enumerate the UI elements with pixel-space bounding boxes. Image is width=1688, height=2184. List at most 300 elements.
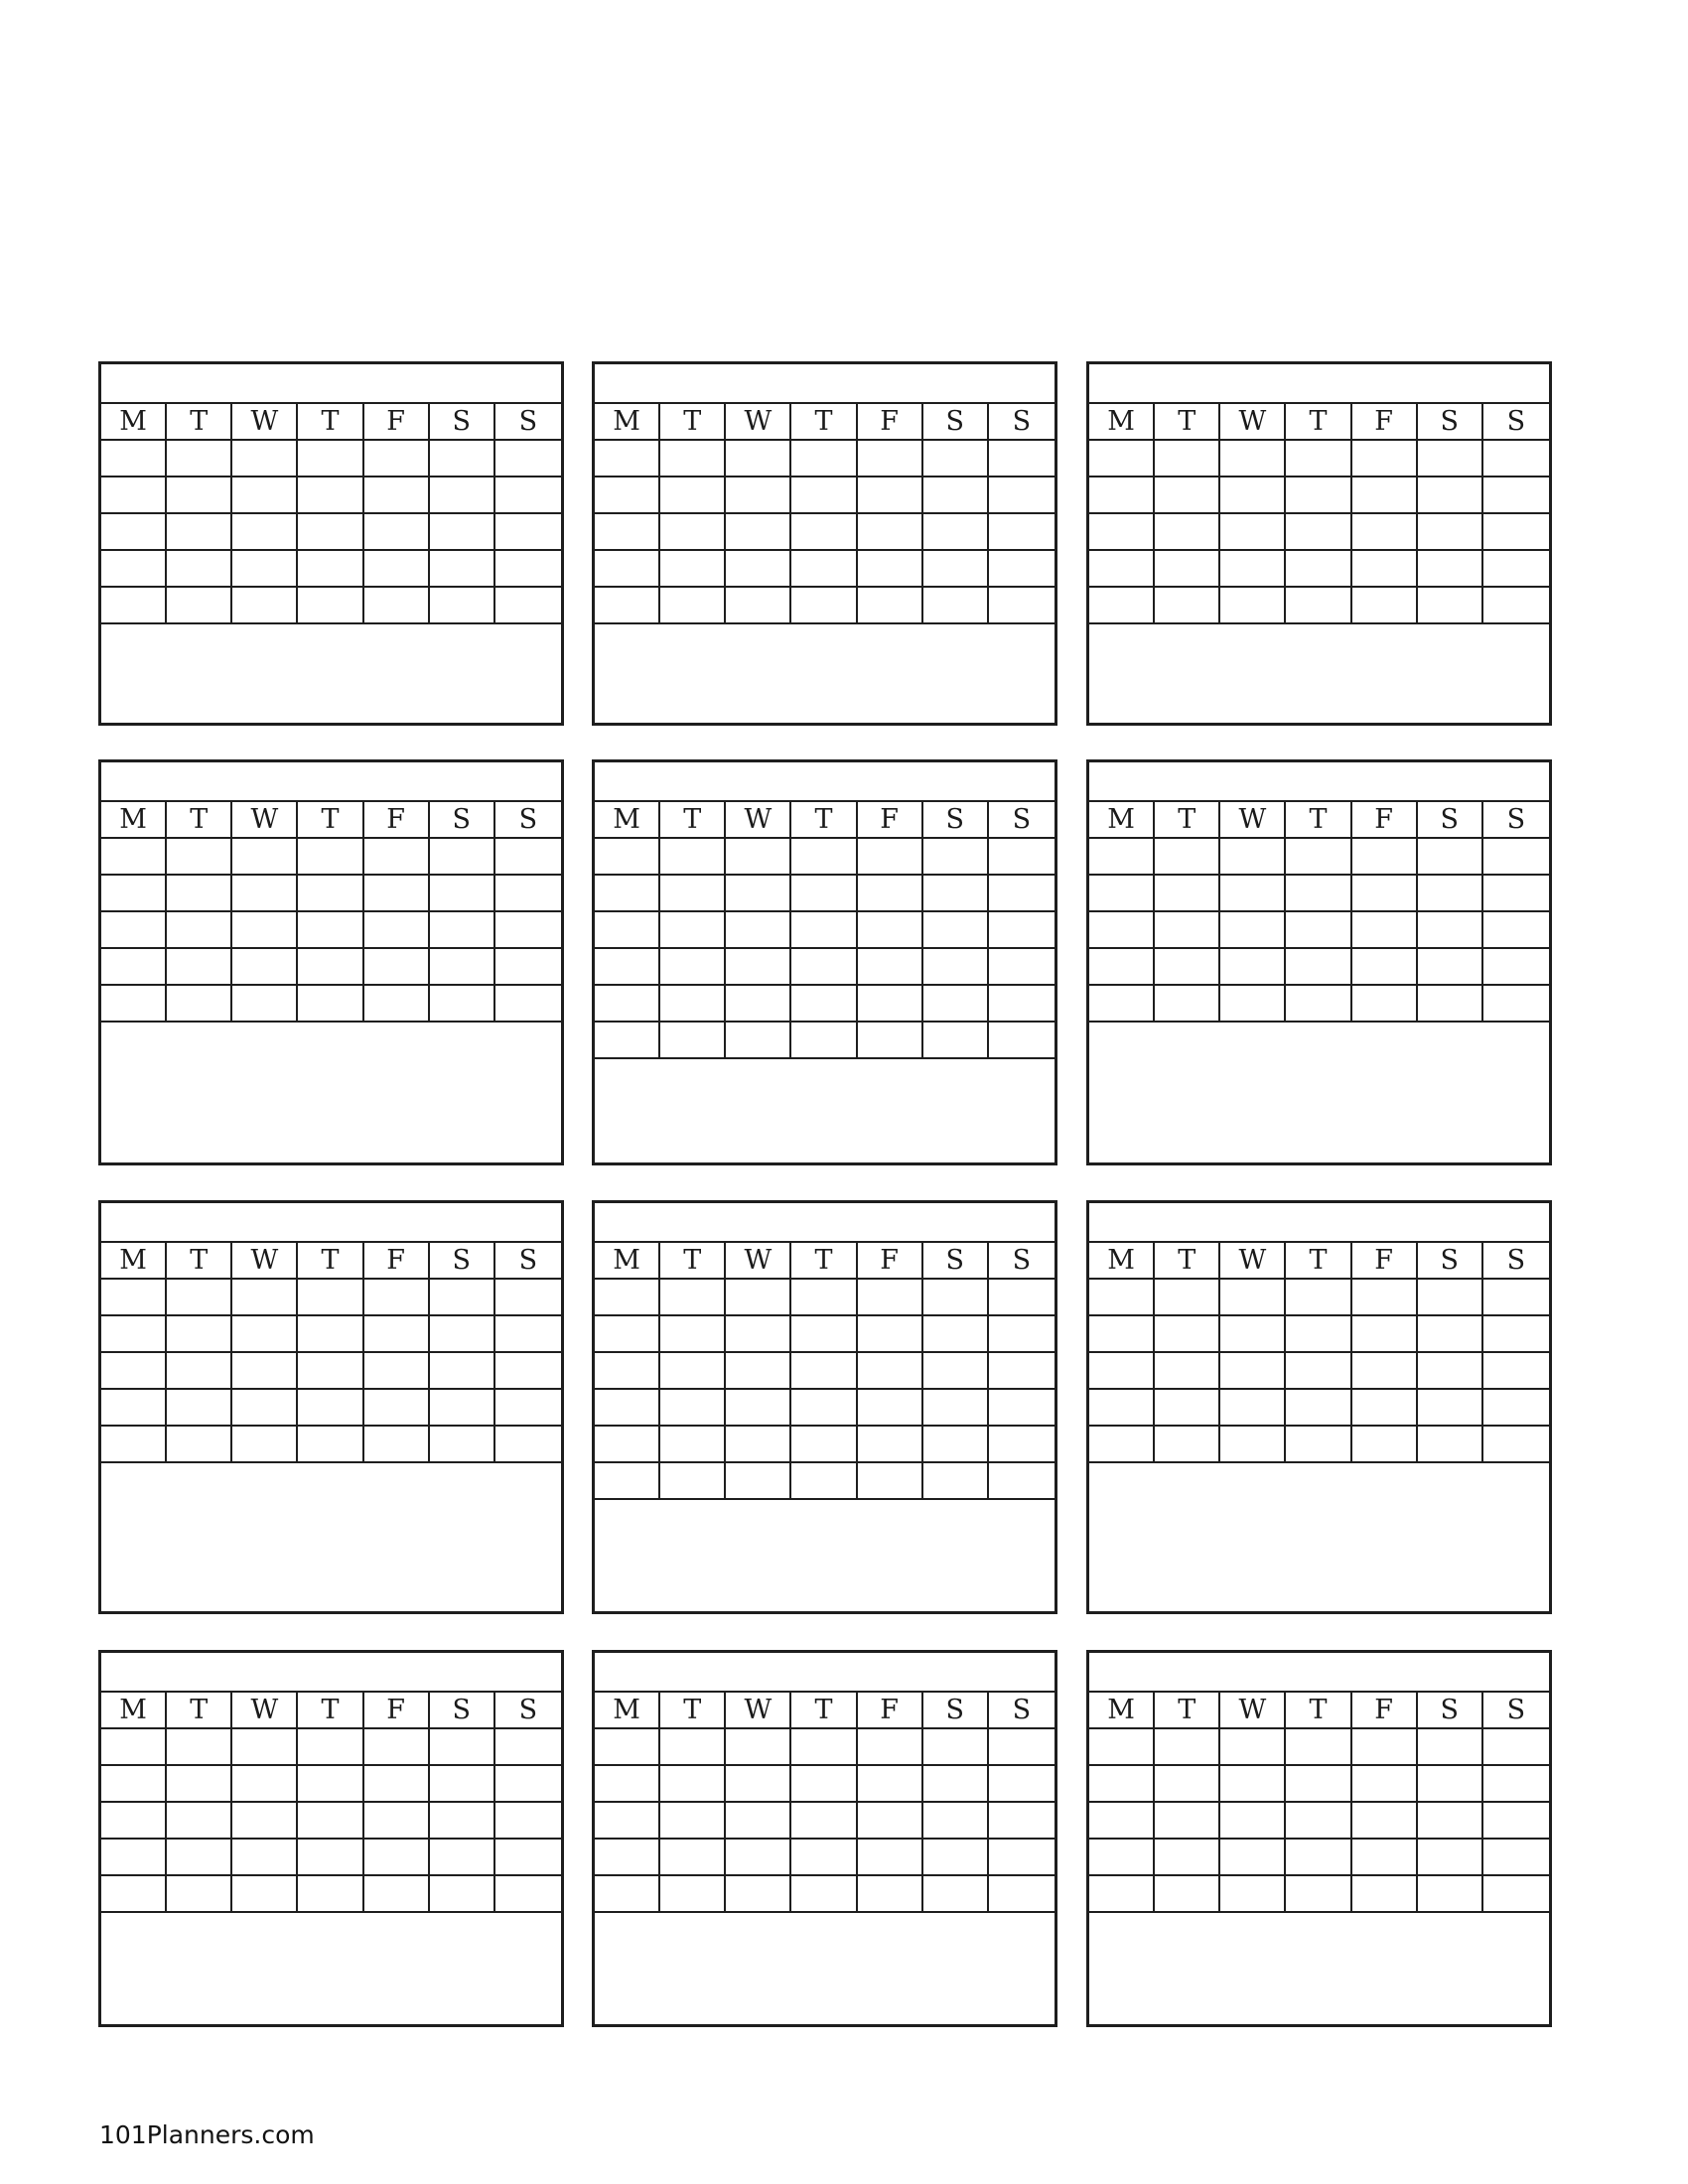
day-cell[interactable]	[167, 1766, 232, 1803]
day-cell[interactable]	[595, 1766, 660, 1803]
day-cell[interactable]	[298, 986, 363, 1023]
day-cell[interactable]	[989, 1463, 1055, 1500]
day-cell[interactable]	[923, 1766, 989, 1803]
day-cell[interactable]	[1089, 1390, 1155, 1427]
day-cell[interactable]	[298, 551, 363, 588]
day-cell[interactable]	[726, 1316, 791, 1353]
month-title-field[interactable]	[1089, 1203, 1549, 1243]
day-cell[interactable]	[1352, 1427, 1418, 1463]
day-cell[interactable]	[1418, 1316, 1483, 1353]
day-cell[interactable]	[858, 441, 923, 478]
day-cell[interactable]	[495, 1840, 561, 1876]
day-cell[interactable]	[660, 441, 726, 478]
day-cell[interactable]	[1418, 588, 1483, 624]
day-cell[interactable]	[430, 1840, 495, 1876]
day-cell[interactable]	[989, 478, 1055, 514]
day-cell[interactable]	[1220, 441, 1286, 478]
day-cell[interactable]	[298, 876, 363, 912]
day-cell[interactable]	[989, 839, 1055, 876]
day-cell[interactable]	[1352, 1876, 1418, 1913]
day-cell[interactable]	[167, 588, 232, 624]
day-cell[interactable]	[1418, 1729, 1483, 1766]
day-cell[interactable]	[495, 876, 561, 912]
day-cell[interactable]	[923, 1316, 989, 1353]
day-cell[interactable]	[495, 1280, 561, 1316]
day-cell[interactable]	[595, 1390, 660, 1427]
day-cell[interactable]	[167, 478, 232, 514]
day-cell[interactable]	[923, 1729, 989, 1766]
day-cell[interactable]	[1418, 1766, 1483, 1803]
day-cell[interactable]	[791, 876, 857, 912]
day-cell[interactable]	[495, 1427, 561, 1463]
notes-area[interactable]	[101, 1023, 561, 1162]
day-cell[interactable]	[1220, 949, 1286, 986]
day-cell[interactable]	[1286, 1876, 1351, 1913]
day-cell[interactable]	[1155, 876, 1220, 912]
day-cell[interactable]	[1286, 1280, 1351, 1316]
day-cell[interactable]	[791, 986, 857, 1023]
day-cell[interactable]	[726, 1023, 791, 1059]
day-cell[interactable]	[101, 514, 167, 551]
day-cell[interactable]	[495, 912, 561, 949]
day-cell[interactable]	[1352, 1840, 1418, 1876]
day-cell[interactable]	[430, 1729, 495, 1766]
day-cell[interactable]	[1418, 514, 1483, 551]
day-cell[interactable]	[660, 1729, 726, 1766]
month-title-field[interactable]	[595, 364, 1055, 404]
day-cell[interactable]	[726, 441, 791, 478]
day-cell[interactable]	[791, 1840, 857, 1876]
day-cell[interactable]	[1155, 1840, 1220, 1876]
day-cell[interactable]	[1286, 1353, 1351, 1390]
day-cell[interactable]	[430, 441, 495, 478]
day-cell[interactable]	[298, 1803, 363, 1840]
day-cell[interactable]	[858, 912, 923, 949]
day-cell[interactable]	[660, 1766, 726, 1803]
day-cell[interactable]	[495, 514, 561, 551]
day-cell[interactable]	[791, 912, 857, 949]
day-cell[interactable]	[1089, 1353, 1155, 1390]
day-cell[interactable]	[989, 514, 1055, 551]
day-cell[interactable]	[660, 1316, 726, 1353]
day-cell[interactable]	[430, 1876, 495, 1913]
day-cell[interactable]	[726, 478, 791, 514]
day-cell[interactable]	[1220, 514, 1286, 551]
day-cell[interactable]	[298, 1427, 363, 1463]
day-cell[interactable]	[232, 1766, 298, 1803]
day-cell[interactable]	[364, 1427, 430, 1463]
day-cell[interactable]	[858, 839, 923, 876]
notes-area[interactable]	[595, 624, 1055, 723]
day-cell[interactable]	[1286, 441, 1351, 478]
day-cell[interactable]	[101, 1803, 167, 1840]
day-cell[interactable]	[1155, 1803, 1220, 1840]
day-cell[interactable]	[101, 441, 167, 478]
day-cell[interactable]	[298, 514, 363, 551]
day-cell[interactable]	[858, 588, 923, 624]
day-cell[interactable]	[1220, 551, 1286, 588]
day-cell[interactable]	[1286, 986, 1351, 1023]
day-cell[interactable]	[364, 876, 430, 912]
day-cell[interactable]	[858, 876, 923, 912]
notes-area[interactable]	[1089, 1023, 1549, 1162]
day-cell[interactable]	[1220, 1280, 1286, 1316]
day-cell[interactable]	[791, 1729, 857, 1766]
day-cell[interactable]	[1220, 1427, 1286, 1463]
day-cell[interactable]	[858, 986, 923, 1023]
day-cell[interactable]	[430, 876, 495, 912]
day-cell[interactable]	[923, 876, 989, 912]
day-cell[interactable]	[167, 876, 232, 912]
day-cell[interactable]	[595, 441, 660, 478]
day-cell[interactable]	[1220, 1390, 1286, 1427]
month-title-field[interactable]	[595, 762, 1055, 802]
day-cell[interactable]	[595, 912, 660, 949]
day-cell[interactable]	[1286, 1766, 1351, 1803]
day-cell[interactable]	[430, 1766, 495, 1803]
day-cell[interactable]	[791, 949, 857, 986]
day-cell[interactable]	[923, 514, 989, 551]
day-cell[interactable]	[364, 949, 430, 986]
day-cell[interactable]	[167, 1729, 232, 1766]
day-cell[interactable]	[1483, 514, 1549, 551]
day-cell[interactable]	[1155, 1280, 1220, 1316]
day-cell[interactable]	[1483, 1766, 1549, 1803]
day-cell[interactable]	[1483, 1729, 1549, 1766]
day-cell[interactable]	[1352, 1280, 1418, 1316]
day-cell[interactable]	[1483, 441, 1549, 478]
day-cell[interactable]	[1089, 588, 1155, 624]
day-cell[interactable]	[1483, 478, 1549, 514]
day-cell[interactable]	[726, 588, 791, 624]
day-cell[interactable]	[989, 1353, 1055, 1390]
day-cell[interactable]	[923, 588, 989, 624]
day-cell[interactable]	[858, 514, 923, 551]
notes-area[interactable]	[595, 1059, 1055, 1162]
day-cell[interactable]	[298, 588, 363, 624]
day-cell[interactable]	[101, 1390, 167, 1427]
day-cell[interactable]	[726, 839, 791, 876]
day-cell[interactable]	[858, 551, 923, 588]
month-title-field[interactable]	[595, 1203, 1055, 1243]
day-cell[interactable]	[430, 949, 495, 986]
day-cell[interactable]	[595, 551, 660, 588]
month-title-field[interactable]	[101, 1203, 561, 1243]
day-cell[interactable]	[101, 912, 167, 949]
day-cell[interactable]	[232, 478, 298, 514]
day-cell[interactable]	[989, 551, 1055, 588]
day-cell[interactable]	[430, 1427, 495, 1463]
day-cell[interactable]	[495, 1766, 561, 1803]
day-cell[interactable]	[1089, 478, 1155, 514]
day-cell[interactable]	[364, 1280, 430, 1316]
day-cell[interactable]	[1286, 551, 1351, 588]
day-cell[interactable]	[989, 1766, 1055, 1803]
day-cell[interactable]	[1352, 986, 1418, 1023]
day-cell[interactable]	[1352, 478, 1418, 514]
day-cell[interactable]	[791, 1390, 857, 1427]
day-cell[interactable]	[1089, 949, 1155, 986]
day-cell[interactable]	[232, 1729, 298, 1766]
day-cell[interactable]	[232, 1876, 298, 1913]
day-cell[interactable]	[726, 986, 791, 1023]
day-cell[interactable]	[101, 1427, 167, 1463]
day-cell[interactable]	[430, 1353, 495, 1390]
day-cell[interactable]	[1089, 1427, 1155, 1463]
day-cell[interactable]	[923, 1390, 989, 1427]
day-cell[interactable]	[858, 949, 923, 986]
day-cell[interactable]	[364, 1803, 430, 1840]
month-title-field[interactable]	[595, 1653, 1055, 1693]
notes-area[interactable]	[101, 624, 561, 723]
day-cell[interactable]	[923, 1427, 989, 1463]
day-cell[interactable]	[1155, 1316, 1220, 1353]
day-cell[interactable]	[298, 839, 363, 876]
day-cell[interactable]	[1483, 1280, 1549, 1316]
day-cell[interactable]	[364, 1840, 430, 1876]
day-cell[interactable]	[101, 949, 167, 986]
day-cell[interactable]	[1089, 1766, 1155, 1803]
day-cell[interactable]	[495, 986, 561, 1023]
day-cell[interactable]	[1352, 876, 1418, 912]
day-cell[interactable]	[660, 1280, 726, 1316]
day-cell[interactable]	[791, 1766, 857, 1803]
day-cell[interactable]	[1352, 1766, 1418, 1803]
day-cell[interactable]	[1483, 1353, 1549, 1390]
day-cell[interactable]	[726, 1427, 791, 1463]
day-cell[interactable]	[923, 441, 989, 478]
day-cell[interactable]	[660, 949, 726, 986]
month-title-field[interactable]	[1089, 364, 1549, 404]
day-cell[interactable]	[1286, 1729, 1351, 1766]
day-cell[interactable]	[660, 478, 726, 514]
day-cell[interactable]	[101, 1766, 167, 1803]
day-cell[interactable]	[660, 1390, 726, 1427]
day-cell[interactable]	[989, 441, 1055, 478]
day-cell[interactable]	[101, 986, 167, 1023]
day-cell[interactable]	[989, 949, 1055, 986]
day-cell[interactable]	[1286, 839, 1351, 876]
day-cell[interactable]	[1418, 478, 1483, 514]
day-cell[interactable]	[660, 986, 726, 1023]
day-cell[interactable]	[1352, 1316, 1418, 1353]
month-title-field[interactable]	[1089, 762, 1549, 802]
day-cell[interactable]	[1155, 441, 1220, 478]
day-cell[interactable]	[430, 839, 495, 876]
day-cell[interactable]	[298, 478, 363, 514]
day-cell[interactable]	[1220, 1876, 1286, 1913]
day-cell[interactable]	[1418, 1840, 1483, 1876]
day-cell[interactable]	[430, 551, 495, 588]
day-cell[interactable]	[660, 876, 726, 912]
day-cell[interactable]	[1418, 839, 1483, 876]
day-cell[interactable]	[595, 1280, 660, 1316]
day-cell[interactable]	[1352, 949, 1418, 986]
day-cell[interactable]	[858, 1280, 923, 1316]
day-cell[interactable]	[660, 839, 726, 876]
day-cell[interactable]	[1089, 1840, 1155, 1876]
day-cell[interactable]	[495, 588, 561, 624]
day-cell[interactable]	[1352, 1390, 1418, 1427]
day-cell[interactable]	[1418, 1353, 1483, 1390]
day-cell[interactable]	[364, 1390, 430, 1427]
notes-area[interactable]	[595, 1913, 1055, 2024]
day-cell[interactable]	[1286, 1390, 1351, 1427]
day-cell[interactable]	[1220, 912, 1286, 949]
day-cell[interactable]	[660, 1023, 726, 1059]
day-cell[interactable]	[791, 1353, 857, 1390]
day-cell[interactable]	[364, 986, 430, 1023]
day-cell[interactable]	[1286, 478, 1351, 514]
day-cell[interactable]	[726, 551, 791, 588]
day-cell[interactable]	[726, 514, 791, 551]
day-cell[interactable]	[858, 1316, 923, 1353]
day-cell[interactable]	[364, 441, 430, 478]
day-cell[interactable]	[858, 1840, 923, 1876]
day-cell[interactable]	[923, 1353, 989, 1390]
day-cell[interactable]	[858, 478, 923, 514]
day-cell[interactable]	[1352, 839, 1418, 876]
day-cell[interactable]	[791, 1803, 857, 1840]
day-cell[interactable]	[1418, 949, 1483, 986]
day-cell[interactable]	[364, 1353, 430, 1390]
day-cell[interactable]	[1418, 1803, 1483, 1840]
day-cell[interactable]	[989, 1840, 1055, 1876]
day-cell[interactable]	[1352, 1729, 1418, 1766]
day-cell[interactable]	[1352, 441, 1418, 478]
day-cell[interactable]	[989, 1427, 1055, 1463]
day-cell[interactable]	[595, 1803, 660, 1840]
month-title-field[interactable]	[1089, 1653, 1549, 1693]
day-cell[interactable]	[1089, 1729, 1155, 1766]
day-cell[interactable]	[923, 1280, 989, 1316]
day-cell[interactable]	[1220, 1316, 1286, 1353]
day-cell[interactable]	[430, 588, 495, 624]
day-cell[interactable]	[167, 1427, 232, 1463]
day-cell[interactable]	[726, 1840, 791, 1876]
day-cell[interactable]	[1418, 876, 1483, 912]
day-cell[interactable]	[101, 1280, 167, 1316]
day-cell[interactable]	[858, 1023, 923, 1059]
day-cell[interactable]	[232, 839, 298, 876]
day-cell[interactable]	[232, 1280, 298, 1316]
day-cell[interactable]	[1155, 949, 1220, 986]
day-cell[interactable]	[923, 949, 989, 986]
day-cell[interactable]	[101, 1840, 167, 1876]
day-cell[interactable]	[1483, 1876, 1549, 1913]
day-cell[interactable]	[726, 1353, 791, 1390]
day-cell[interactable]	[1483, 1840, 1549, 1876]
day-cell[interactable]	[989, 1729, 1055, 1766]
day-cell[interactable]	[298, 912, 363, 949]
day-cell[interactable]	[726, 1766, 791, 1803]
day-cell[interactable]	[101, 839, 167, 876]
month-title-field[interactable]	[101, 1653, 561, 1693]
day-cell[interactable]	[298, 1353, 363, 1390]
day-cell[interactable]	[1483, 1427, 1549, 1463]
day-cell[interactable]	[989, 912, 1055, 949]
day-cell[interactable]	[364, 551, 430, 588]
day-cell[interactable]	[989, 876, 1055, 912]
day-cell[interactable]	[232, 1390, 298, 1427]
day-cell[interactable]	[726, 949, 791, 986]
day-cell[interactable]	[923, 912, 989, 949]
day-cell[interactable]	[595, 1353, 660, 1390]
month-title-field[interactable]	[101, 364, 561, 404]
day-cell[interactable]	[167, 839, 232, 876]
day-cell[interactable]	[101, 478, 167, 514]
day-cell[interactable]	[595, 839, 660, 876]
day-cell[interactable]	[1220, 876, 1286, 912]
day-cell[interactable]	[660, 1803, 726, 1840]
day-cell[interactable]	[1286, 912, 1351, 949]
day-cell[interactable]	[1220, 478, 1286, 514]
day-cell[interactable]	[726, 876, 791, 912]
day-cell[interactable]	[1220, 1803, 1286, 1840]
day-cell[interactable]	[298, 1390, 363, 1427]
day-cell[interactable]	[791, 478, 857, 514]
day-cell[interactable]	[595, 949, 660, 986]
day-cell[interactable]	[430, 1280, 495, 1316]
day-cell[interactable]	[1286, 1840, 1351, 1876]
day-cell[interactable]	[1418, 1390, 1483, 1427]
day-cell[interactable]	[495, 1729, 561, 1766]
notes-area[interactable]	[101, 1913, 561, 2024]
day-cell[interactable]	[660, 551, 726, 588]
day-cell[interactable]	[923, 551, 989, 588]
day-cell[interactable]	[298, 441, 363, 478]
day-cell[interactable]	[1155, 912, 1220, 949]
day-cell[interactable]	[923, 986, 989, 1023]
day-cell[interactable]	[1089, 839, 1155, 876]
day-cell[interactable]	[1155, 1766, 1220, 1803]
day-cell[interactable]	[1155, 551, 1220, 588]
day-cell[interactable]	[1352, 514, 1418, 551]
day-cell[interactable]	[1352, 1803, 1418, 1840]
day-cell[interactable]	[1352, 1353, 1418, 1390]
day-cell[interactable]	[495, 1316, 561, 1353]
day-cell[interactable]	[1220, 588, 1286, 624]
notes-area[interactable]	[595, 1500, 1055, 1611]
day-cell[interactable]	[726, 1463, 791, 1500]
day-cell[interactable]	[167, 1353, 232, 1390]
notes-area[interactable]	[1089, 1913, 1549, 2024]
day-cell[interactable]	[791, 441, 857, 478]
day-cell[interactable]	[791, 1280, 857, 1316]
day-cell[interactable]	[1089, 1803, 1155, 1840]
day-cell[interactable]	[495, 1803, 561, 1840]
day-cell[interactable]	[1483, 839, 1549, 876]
day-cell[interactable]	[923, 1840, 989, 1876]
day-cell[interactable]	[232, 986, 298, 1023]
day-cell[interactable]	[1483, 1803, 1549, 1840]
day-cell[interactable]	[1483, 986, 1549, 1023]
day-cell[interactable]	[858, 1729, 923, 1766]
day-cell[interactable]	[232, 1316, 298, 1353]
day-cell[interactable]	[232, 912, 298, 949]
day-cell[interactable]	[1155, 986, 1220, 1023]
day-cell[interactable]	[167, 1803, 232, 1840]
day-cell[interactable]	[298, 1766, 363, 1803]
day-cell[interactable]	[298, 1876, 363, 1913]
day-cell[interactable]	[167, 441, 232, 478]
day-cell[interactable]	[101, 876, 167, 912]
day-cell[interactable]	[1089, 441, 1155, 478]
day-cell[interactable]	[101, 588, 167, 624]
day-cell[interactable]	[989, 1390, 1055, 1427]
day-cell[interactable]	[923, 1023, 989, 1059]
day-cell[interactable]	[595, 1876, 660, 1913]
